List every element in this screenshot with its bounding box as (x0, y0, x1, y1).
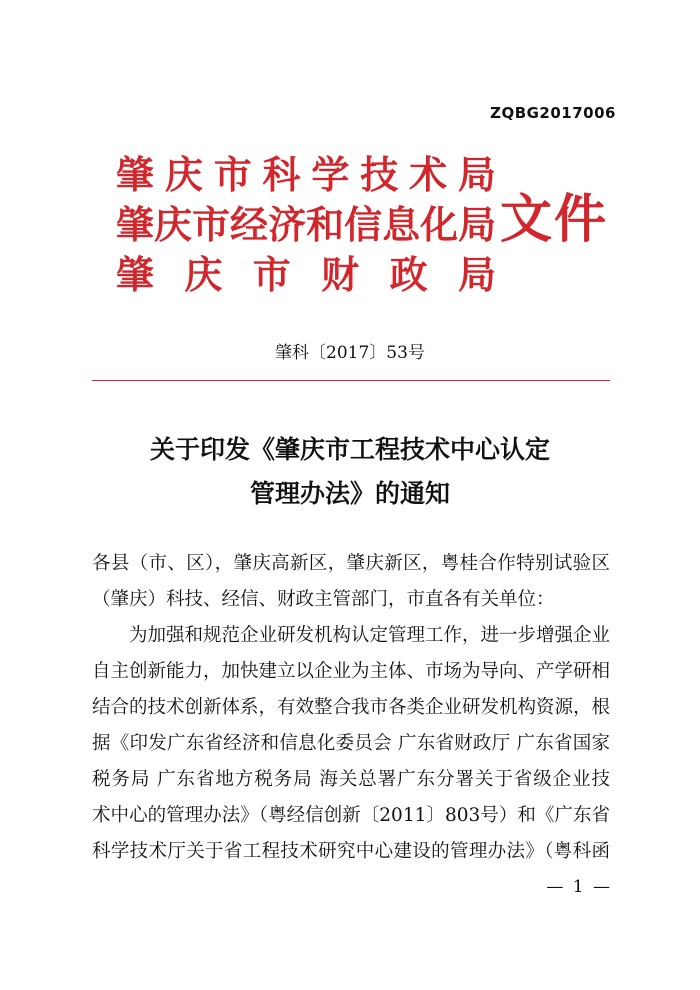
issuing-agencies (116, 150, 496, 300)
page-number: — 1 — (546, 877, 612, 897)
issuer-char: 学 (311, 152, 350, 197)
issuer-char: 信 (344, 202, 383, 247)
issuer-finance-bureau (116, 250, 496, 300)
notice-body (92, 546, 610, 870)
issuer-science-bureau (116, 150, 496, 200)
document-number: 肇科〔2017〕53号 (275, 343, 425, 363)
document-label: 文件 (500, 189, 609, 250)
issuer-char: 政 (389, 252, 428, 297)
issuer-char: 济 (268, 202, 307, 247)
notice-title-line-1: 关于印发《肇庆市工程技术中心认定 (149, 435, 550, 464)
issuer-char: 技 (360, 152, 399, 197)
body-line: 为加强和规范企业研发机构认定管理工作，进一步增强企业 (92, 625, 611, 646)
body-line: 据《印发广东省经济和信息化委员会 广东省财政厅 广东省国家 (92, 733, 610, 754)
body-line: （肇庆）科技、经信、财政主管部门，市直各有关单位： (92, 589, 555, 610)
body-line: 税务局 广东省地方税务局 海关总署广东分署关于省级企业技 (92, 769, 610, 790)
body-line: 科学技术厅关于省工程技术研究中心建设的管理办法》（粤科函 (92, 841, 610, 862)
issuer-char: 财 (321, 252, 360, 297)
issuer-char: 术 (409, 152, 448, 197)
body-line: 结合的技术创新体系，有效整合我市各类企业研发机构资源，根 (92, 697, 611, 718)
red-divider (92, 380, 610, 381)
issuer-char: 局 (457, 252, 496, 297)
body-line: 自主创新能力，加快建立以企业为主体、市场为导向、产学研相 (92, 661, 611, 682)
issuer-char: 市 (252, 252, 291, 297)
notice-title (0, 428, 700, 516)
issuer-economic-bureau (116, 200, 496, 250)
issuer-char: 庆 (184, 252, 223, 297)
issuer-char: 市 (213, 152, 252, 197)
issuer-char: 肇 (116, 252, 155, 297)
notice-title-line-2: 管理办法》的通知 (249, 479, 450, 508)
issuer-char: 和 (306, 202, 345, 247)
body-line: 各县（市、区），肇庆高新区，肇庆新区，粤桂合作特别试验区 (92, 553, 610, 574)
issuer-char: 科 (262, 152, 301, 197)
issuer-char: 庆 (154, 202, 193, 247)
issuer-char: 肇 (116, 152, 155, 197)
issuer-char: 市 (192, 202, 231, 247)
document-code: ZQBG2017006 (490, 104, 616, 122)
issuer-char: 经 (230, 202, 269, 247)
issuer-char: 化 (420, 202, 459, 247)
issuer-char: 息 (382, 202, 421, 247)
body-line: 术中心的管理办法》（粤经信创新〔2011〕803号）和《广东省 (92, 805, 610, 826)
issuer-char: 局 (458, 202, 497, 247)
issuer-char: 局 (457, 152, 496, 197)
issuer-char: 庆 (164, 152, 203, 197)
issuer-char: 肇 (116, 202, 155, 247)
